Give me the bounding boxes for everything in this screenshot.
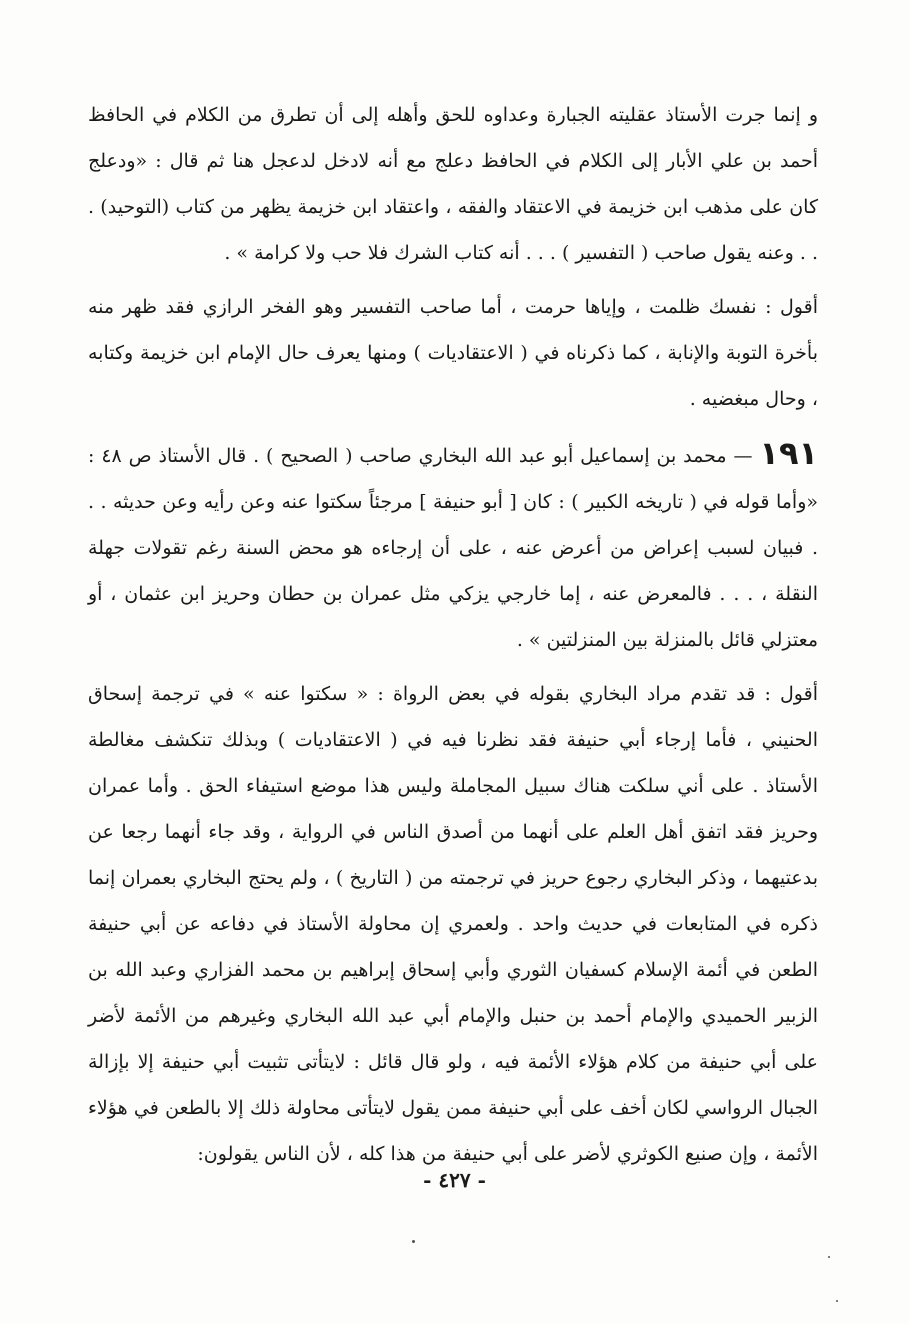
scan-speck-3 <box>836 1300 838 1302</box>
paragraph-4-text: أقول : قد تقدم مراد البخاري بقوله في بعض الرواة : « سكتوا عنه » في ترجمة إسحاق الحنيني ، فأما إرجاء أبي حنيفة فقد نظرنا فيه في ( الاعتقاديات ) وبذلك تنكشف مغالطة الأستاذ . على أني سلكت هناك سبيل المجاملة وليس هذا موضع استيفاء الحق . وأما عمران وحريز فقد اتفق أهل العلم على أنهما من أصدق الناس في الرواية ، وقد جاء أنهما رجعا عن بدعتيهما ، وذكر البخاري رجوع حريز في ترجمته من ( التاريخ ) ، ولم يحتج البخاري بعمران إنما ذكره في المتابعات في حديث واحد . ولعمري إن محاولة الأستاذ في دفاعه عن أبي حنيفة الطعن في أئمة الإسلام كسفيان الثوري وأبي إسحاق إبراهيم بن محمد الفزاري وعبد الله بن الزبير الحميدي والإمام أحمد بن حنبل والإمام أبي عبد الله البخاري وغيرهم من الأئمة لأضر على أبي حنيفة من كلام هؤلاء الأئمة فيه ، ولو قال قائل : لايتأتى تثبيت أبي حنيفة إلا بإزالة الجبال الرواسي لكان أخف على أبي حنيفة ممن يقول لايتأتى محاولة ذلك إلا بالطعن في هؤلاء الأئمة ، وإن صنيع الكوثري لأضر على أبي حنيفة من هذا كله ، لأن الناس يقولون: <box>88 683 819 1165</box>
scan-speck-2 <box>828 1256 830 1258</box>
scan-speck-1 <box>412 1240 415 1243</box>
page-number: - ٤٢٧ - <box>423 1168 486 1192</box>
entry-number: ١٩١ <box>759 434 819 472</box>
paragraph-2 <box>88 284 818 422</box>
entry-191-text: — محمد بن إسماعيل أبو عبد الله البخاري صاحب ( الصحيح ) . قال الأستاذ ص ٤٨ : «وأما قوله في ( تاريخه الكبير ) : كان [ أبو حنيفة ] مرجئاً سكتوا عنه وعن رأيه وعن حديثه . . . فبيان لسبب إعراض من أعرض عنه ، على أن إرجاءه هو محض السنة رغم تقولات جهلة النقلة ، . . . فالمعرض عنه ، إما خارجي يزكي مثل عمران بن حطان وحريز ابن عثمان ، أو معتزلي قائل بالمنزلة بين المنزلتين » . <box>88 445 818 651</box>
paragraph-2-text: أقول : نفسك ظلمت ، وإياها حرمت ، أما صاحب التفسير وهو الفخر الرازي فقد ظهر منه بأخرة التوبة والإنابة ، كما ذكرناه في ( الاعتقاديات ) ومنها يعرف حال الإمام ابن خزيمة وكتابه ، وحال مبغضيه . <box>88 296 818 410</box>
paragraph-1 <box>88 92 818 276</box>
page-body <box>88 92 818 1177</box>
paragraph-1-text: و إنما جرت الأستاذ عقليته الجبارة وعداوه للحق وأهله إلى أن تطرق من الكلام في الحافظ أحمد بن علي الأبار إلى الكلام في الحافظ دعلج مع أنه لادخل لدعجل هنا ثم قال : «ودعلج كان على مذهب ابن خزيمة في الاعتقاد والفقه ، واعتقاد ابن خزيمة يظهر من كتاب (التوحيد) . . . وعنه يقول صاحب ( التفسير ) . . . أنه كتاب الشرك فلا حب ولا كرامة » . <box>88 104 818 264</box>
entry-191-paragraph <box>88 430 818 663</box>
paragraph-4 <box>88 671 818 1177</box>
